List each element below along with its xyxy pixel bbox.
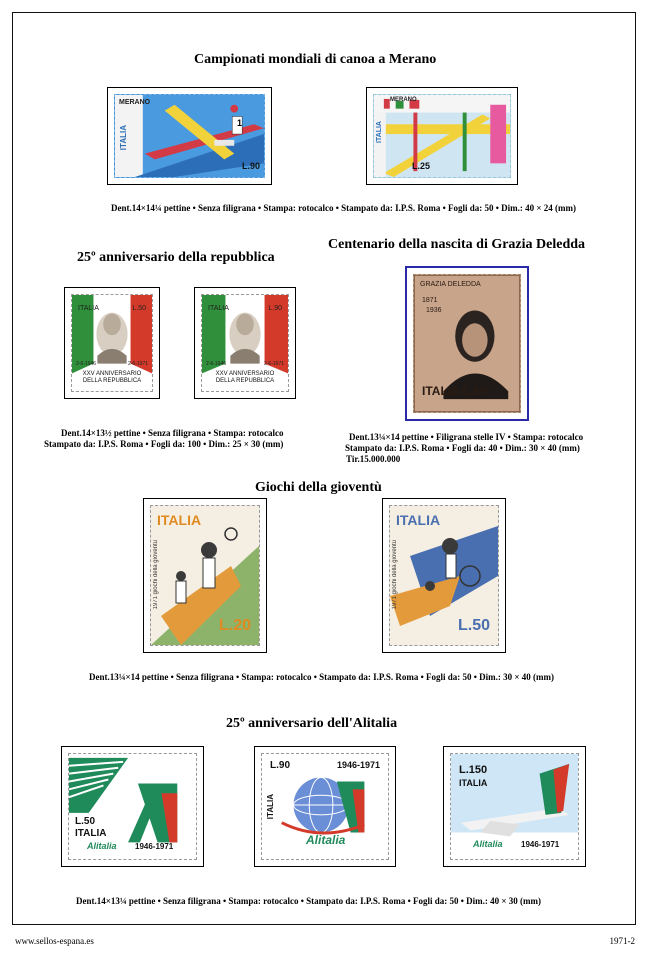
stamp-repubblica-90[interactable] xyxy=(194,287,296,399)
stamp-side-text: 1971 giochi della gioventù xyxy=(392,540,398,610)
stamp-date-right: 2-6-1971 xyxy=(263,361,284,367)
specs-giochi: Dent.13¼×14 pettine • Senza filigrana • Stampa: rotocalco • Stampato da: I.P.S. Roma • Fogli da: 50 • Dim.: 30 × 40 (mm) xyxy=(89,672,554,682)
specs-deledda-1: Dent.13¼×14 pettine • Filigrana stelle IV • Stampa: rotocalco xyxy=(349,432,584,442)
stamp-event-text: MERANO xyxy=(119,99,151,106)
section-title-alitalia: 25º anniversario dell'Alitalia xyxy=(226,716,398,731)
stamp-years-text: 1946-1971 xyxy=(135,842,174,851)
stamp-giochi-20[interactable] xyxy=(143,498,267,653)
stamp-name-text: GRAZIA DELEDDA xyxy=(420,281,481,288)
stamp-country-text: ITALIA xyxy=(266,794,275,820)
specs-deledda-2: Stampato da: I.P.S. Roma • Fogli da: 40 • Dim.: 30 × 40 (mm) xyxy=(345,443,580,453)
stamp-deledda-50[interactable] xyxy=(405,266,529,421)
stamp-date-right: 2-6-1971 xyxy=(127,361,148,367)
footer-website: www.sellos-espana.es xyxy=(15,936,94,946)
stamp-side-text: 1971 giochi della gioventù xyxy=(153,540,159,610)
stamp-value: L.150 xyxy=(459,764,488,776)
section-title-giochi: Giochi della gioventù xyxy=(255,480,382,495)
stamp-caption-1: XXV ANNIVERSARIO xyxy=(215,371,275,377)
stamp-canoa-25[interactable] xyxy=(366,87,518,185)
stamp-country-text: ITALIA xyxy=(396,512,441,528)
stamp-alitalia-150[interactable] xyxy=(443,746,586,867)
stamp-bib-number: 1 xyxy=(237,118,243,128)
stamp-years-text: 1946-1971 xyxy=(521,840,560,849)
stamp-year-1: 1871 xyxy=(422,297,438,304)
stamp-caption-1: XXV ANNIVERSARIO xyxy=(82,371,142,377)
stamp-value: L.50 xyxy=(132,305,146,312)
specs-repubblica-1: Dent.14×13½ pettine • Senza filigrana • Stampa: rotocalco xyxy=(61,428,284,438)
stamp-year-2: 1936 xyxy=(426,307,442,314)
specs-canoa: Dent.14×14¼ pettine • Senza filigrana • Stampa: rotocalco • Stampato da: I.P.S. Roma • Fogli da: 50 • Dim.: 40 × 24 (mm) xyxy=(111,203,576,213)
stamp-country-text: ITALIA xyxy=(119,125,128,151)
stamp-value: L.50 xyxy=(457,617,490,634)
stamp-value: L.90 xyxy=(270,760,291,771)
stamp-country-text: ITALIA xyxy=(157,512,202,528)
stamp-date-left: 2-6-1946 xyxy=(76,361,97,367)
stamp-years-text: 1946-1971 xyxy=(336,760,380,770)
stamp-brand-text: Alitalia xyxy=(306,833,346,847)
stamp-giochi-50[interactable] xyxy=(382,498,506,653)
section-title-deledda: Centenario della nascita di Grazia Deledda xyxy=(328,237,586,252)
stamp-brand-text: Alitalia xyxy=(473,839,503,849)
stamp-alitalia-50[interactable] xyxy=(61,746,204,867)
stamp-value: L.90 xyxy=(241,161,260,171)
stamp-caption-2: DELLA REPUBBLICA xyxy=(215,378,275,384)
section-title-repubblica: 25º anniversario della repubblica xyxy=(77,250,275,265)
stamp-value: L.20 xyxy=(218,617,251,634)
footer-page-id: 1971-2 xyxy=(609,936,635,946)
specs-repubblica-2: Stampato da: I.P.S. Roma • Fogli da: 100 • Dim.: 25 × 30 (mm) xyxy=(44,439,284,449)
stamp-caption-2: DELLA REPUBBLICA xyxy=(82,378,142,384)
section-title-canoa: Campionati mondiali di canoa a Merano xyxy=(194,52,437,67)
stamp-canoa-90[interactable] xyxy=(107,87,272,185)
stamp-country-text: ITALIA xyxy=(459,778,488,788)
stamp-brand-text: Alitalia xyxy=(87,841,117,851)
stamp-country-value: ITALIA L.50 xyxy=(422,384,487,398)
stamp-alitalia-90[interactable] xyxy=(254,746,396,867)
specs-deledda-3: Tir.15.000.000 xyxy=(346,454,401,464)
stamp-value: L.50 xyxy=(75,816,96,827)
stamp-event-text: MERANO xyxy=(390,97,417,103)
stamp-repubblica-50[interactable] xyxy=(64,287,160,399)
stamp-date-left: 2-6-1946 xyxy=(206,361,227,367)
stamp-value: L.90 xyxy=(268,305,282,312)
stamp-value: L.25 xyxy=(412,161,431,171)
specs-alitalia: Dent.14×13¼ pettine • Senza filigrana • Stampa: rotocalco • Stampato da: I.P.S. Roma • Fogli da: 50 • Dim.: 40 × 30 (mm) xyxy=(76,896,541,906)
stamp-country-text: ITALIA xyxy=(78,305,99,312)
stamp-country-text: ITALIA xyxy=(75,828,107,839)
stamp-country-text: ITALIA xyxy=(376,121,383,144)
stamp-country-text: ITALIA xyxy=(208,305,229,312)
